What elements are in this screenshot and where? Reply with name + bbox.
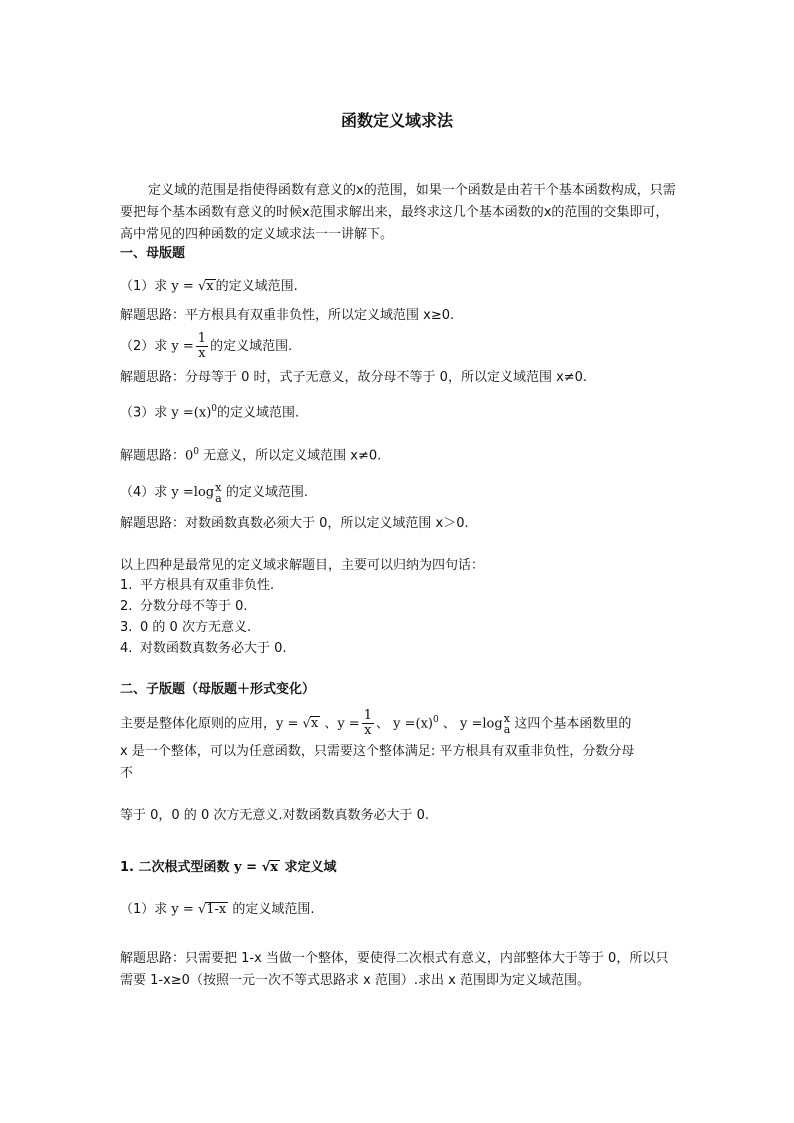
- answer-4: 解题思路：对数函数真数必须大于 0，所以定义域范围 x＞0.: [120, 516, 469, 531]
- question-3-y: y =(x): [171, 405, 212, 421]
- question-3-exponent: 0: [211, 404, 218, 414]
- sqrt-icon: √: [197, 279, 207, 294]
- rule-item: [120, 639, 287, 659]
- intro-paragraph: 定义域的范围是指使得函数有意义的x的范围，如果一个函数是由若干个基本函数构成，只需要把每个基本函数有意义的时候x范围求解出来，最终求这几个基本函数的x的范围的交集即可，高中常见的四种函数的定义域求法一一讲解下。: [120, 183, 676, 242]
- section-heading-1: 一、母版题: [120, 246, 186, 261]
- sqrt-icon: √: [302, 716, 311, 732]
- question-1-prefix: （1）求: [120, 279, 168, 294]
- rule-text: 分数分母不等于 0.: [140, 599, 248, 614]
- page-title: 函数定义域求法: [340, 111, 453, 130]
- rule-text: 平方根具有双重非负性.: [140, 578, 275, 593]
- section-2-line-3: 不: [120, 766, 134, 781]
- subsection-1-radicand: x: [270, 860, 278, 875]
- question-1-y: y =: [171, 279, 194, 294]
- formula-frac-y: y =: [337, 716, 360, 732]
- question-4-suffix: 的定义域范围.: [225, 485, 308, 500]
- answer-3-base: 0: [185, 448, 194, 464]
- subsection-1-end: 求定义域: [284, 860, 337, 875]
- rule-number: 2.: [120, 599, 133, 614]
- rule-item: [120, 618, 251, 638]
- formula-power-y: y =(x): [393, 716, 433, 732]
- question-4-prefix: （4）求: [120, 485, 168, 500]
- formula-numerator: 1: [363, 708, 372, 724]
- question-1-suffix: 的定义域范围.: [215, 279, 298, 294]
- subsection-heading-1: [120, 858, 337, 878]
- section-heading-2: 二、子版题（母版题＋形式变化）: [120, 682, 316, 697]
- separator: 、: [375, 716, 389, 732]
- question-2-suffix: 的定义域范围.: [210, 339, 293, 354]
- formula-fraction: [362, 709, 374, 738]
- formula-power-exponent: 0: [433, 715, 439, 725]
- answer-3: [120, 442, 381, 466]
- formula-log-y: y =log: [460, 716, 503, 732]
- question-3-suffix: 的定义域范围.: [217, 405, 300, 421]
- subsection-1-label: 1. 二次根式型函数: [120, 860, 230, 875]
- separator: 、: [442, 716, 456, 732]
- formula-log-base: a: [503, 722, 511, 736]
- rule-number: 4.: [120, 641, 133, 656]
- sub-question-1-suffix: 的定义域范围.: [232, 902, 315, 917]
- sqrt-icon: √: [261, 860, 271, 875]
- rule-item: [120, 576, 274, 596]
- question-4: [120, 480, 308, 506]
- answer-3-exponent: 0: [193, 447, 200, 457]
- section-2-line-1: [120, 703, 631, 741]
- answer-3-prefix: 解题思路：: [120, 448, 186, 464]
- rule-item: [120, 597, 248, 617]
- rule-text: 对数函数真数务必大于 0.: [140, 641, 287, 656]
- question-2-denominator: x: [198, 346, 206, 361]
- question-4-log-base: a: [215, 491, 222, 505]
- formula-denominator: x: [364, 723, 372, 739]
- sub-answer-1: 解题思路：只需要把 1-x 当做一个整体，要使得二次根式有意义，内部整体大于等于 0，所以只需要 1-x≥0（按照一元一次不等式思路求 x 范围）.求出 x 范围即为定义域范围。: [120, 951, 669, 988]
- question-2-numerator: 1: [197, 331, 207, 346]
- question-4-log-args: [215, 482, 222, 504]
- formula-sqrt-radicand: x: [310, 716, 319, 732]
- sub-question-1-prefix: （1）求: [120, 902, 168, 917]
- answer-3-suffix: 无意义，所以定义域范围 x≠0.: [203, 448, 382, 464]
- question-2-y: y =: [171, 339, 194, 354]
- separator: 、: [324, 716, 338, 732]
- question-1: [120, 277, 298, 297]
- question-2-fraction: [196, 332, 208, 361]
- answer-2: 解题思路：分母等于 0 时，式子无意义，故分母不等于 0，所以定义域范围 x≠0.: [120, 370, 588, 385]
- question-1-radicand: x: [206, 279, 214, 294]
- question-4-y: y =log: [171, 485, 215, 500]
- rule-number: 1.: [120, 578, 133, 593]
- question-2-prefix: （2）求: [120, 339, 168, 354]
- sqrt-icon: √: [197, 902, 207, 917]
- sub-question-1-y: y =: [171, 902, 194, 917]
- section-2-line-4: 等于 0，0 的 0 次方无意义.对数函数真数务必大于 0.: [120, 808, 430, 823]
- subsection-1-y: y =: [234, 860, 258, 875]
- question-2: [120, 330, 292, 364]
- summary-text: 以上四种是最常见的定义域求解题目，主要可以归纳为四句话：: [120, 558, 485, 573]
- sub-question-1-radicand: 1-x: [206, 902, 227, 917]
- answer-1: 解题思路：平方根具有双重非负性，所以定义域范围 x≥0.: [120, 308, 455, 323]
- formula-log-args: [504, 713, 511, 735]
- question-3: [120, 399, 299, 423]
- section-2-intro: 主要是整体化原则的应用，: [120, 716, 277, 732]
- rule-number: 3.: [120, 620, 133, 635]
- formula-log-arg: x: [503, 711, 510, 725]
- question-3-prefix: （3）求: [120, 405, 168, 421]
- sub-question-1: [120, 900, 315, 920]
- formula-sqrt-y: y =: [276, 716, 299, 732]
- rule-text: 0 的 0 次方无意义.: [140, 620, 252, 635]
- question-4-log-arg: x: [215, 480, 222, 494]
- section-2-intro-end: 这四个基本函数里的: [514, 716, 632, 732]
- section-2-line-2: x 是一个整体，可以为任意函数，只需要这个整体满足: 平方根具有双重非负性，分数分母: [120, 744, 635, 759]
